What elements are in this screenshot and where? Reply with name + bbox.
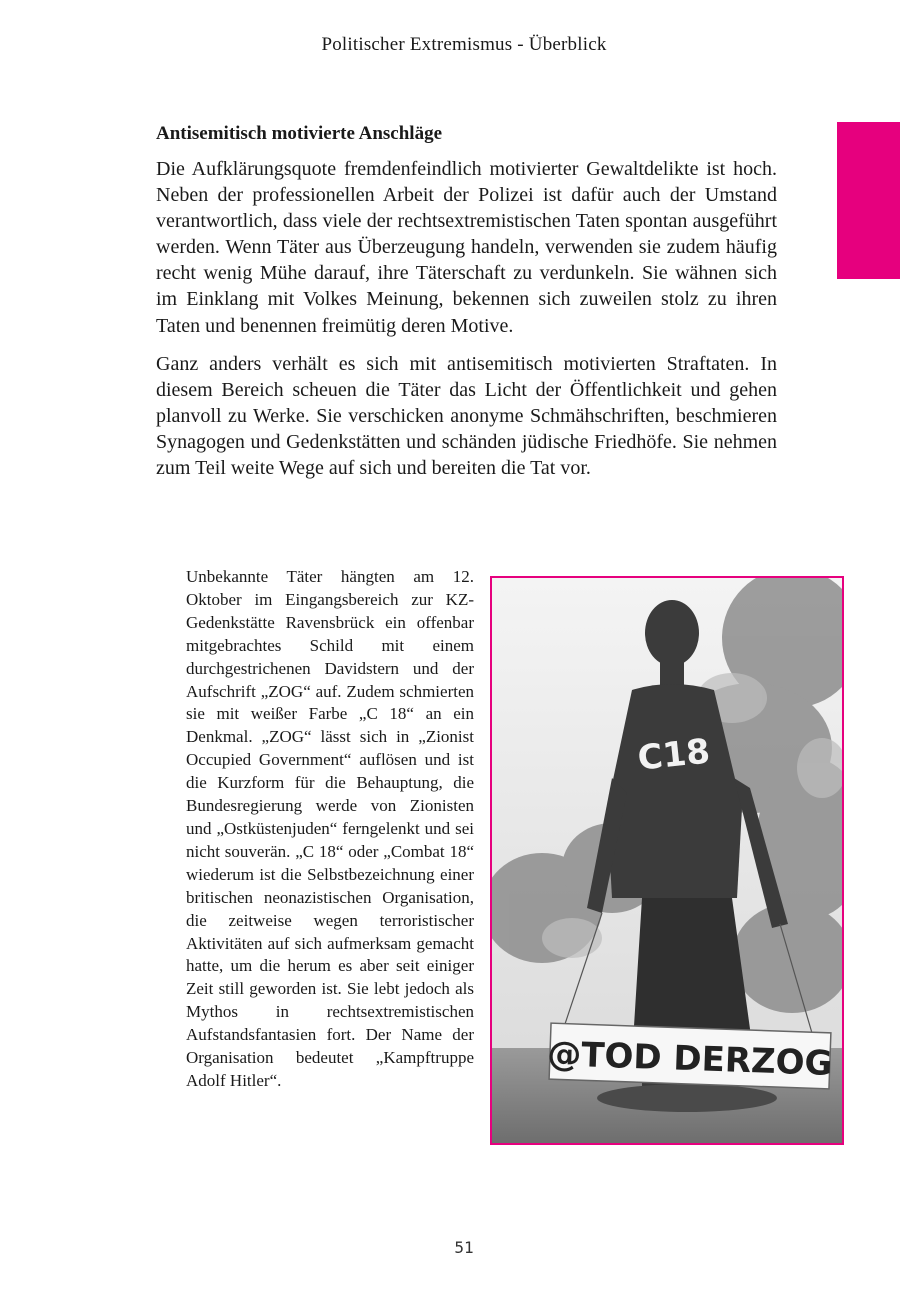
page-number: 51 xyxy=(454,1238,474,1257)
section-heading: Antisemitisch motivierte Anschläge xyxy=(156,123,443,144)
photo-caption-text: Unbekannte Täter hängten am 12. Oktober im Eingangsbereich zur KZ-Gedenkstätte Ravensbrück ein offenbar mitgebrachtes Schild mit einem durchgestrichenen Davidstern und der Aufschrift „ZOG“ auf. Zudem schmierten sie mit weißer Farbe „C 18“ an ein Denkmal. „ZOG“ lässt sich in „Zionist Occupied Government“ auflösen und ist die Kurzform für die Behauptung, die Bundesregierung werde von Zionisten und „Ostküstenjuden“ ferngelenkt und sei nicht souverän. „C 18“ oder „Combat 18“ wiederum ist die Selbstbezeichnung einer britischen neonazistischen Organisation, die zeitweise wegen terroristischer Aktivitäten auf sich aufmerksam gemacht hatte, um die herum es aber seit einiger Zeit still geworden ist. Sie lebt jedoch als Mythos in rechtsextremistischen Aufstandsfantasien fort. Der Name der Organisation bedeutet „Kampftruppe Adolf Hitler“. xyxy=(186,567,474,1090)
memorial-photo-illustration xyxy=(492,578,842,1143)
article-paragraph-2: Ganz anders verhält es sich mit antisemitisch motivierten Straftaten. In diesem Bereich scheuen die Täter das Licht der Öffentlichkeit und gehen planvoll zu Werke. Sie verschicken anonyme Schmähschriften, beschmieren Synagogen und Gedenkstätten und schänden jüdische Friedhöfe. Sie nehmen zum Teil weite Wege auf sich und bereiten die Tat vor. xyxy=(156,352,777,480)
article-paragraph-1: Die Aufklärungsquote fremdenfeindlich motivierter Gewaltdelikte ist hoch. Neben der professionellen Arbeit der Polizei ist dafür auch der Umstand verantwortlich, dass viele der rechtsextremistischen Taten spontan ausgeführt werden. Wenn Täter aus Überzeugung handeln, verwenden sie zudem häufig recht wenig Mühe darauf, ihre Täterschaft zu verdunkeln. Sie wähnen sich im Einklang mit Volkes Meinung, bekennen sich zuweilen stolz zu ihren Taten und benennen freimütig deren Motive. xyxy=(156,158,777,337)
running-header: Politischer Extremismus - Überblick xyxy=(321,34,607,55)
sign-text: @TOD DERZOG xyxy=(546,1034,834,1084)
memorial-photo xyxy=(490,576,844,1145)
chapter-tab-marker xyxy=(837,122,900,279)
article-body xyxy=(156,122,777,481)
statue-graffiti: C18 xyxy=(635,731,712,779)
